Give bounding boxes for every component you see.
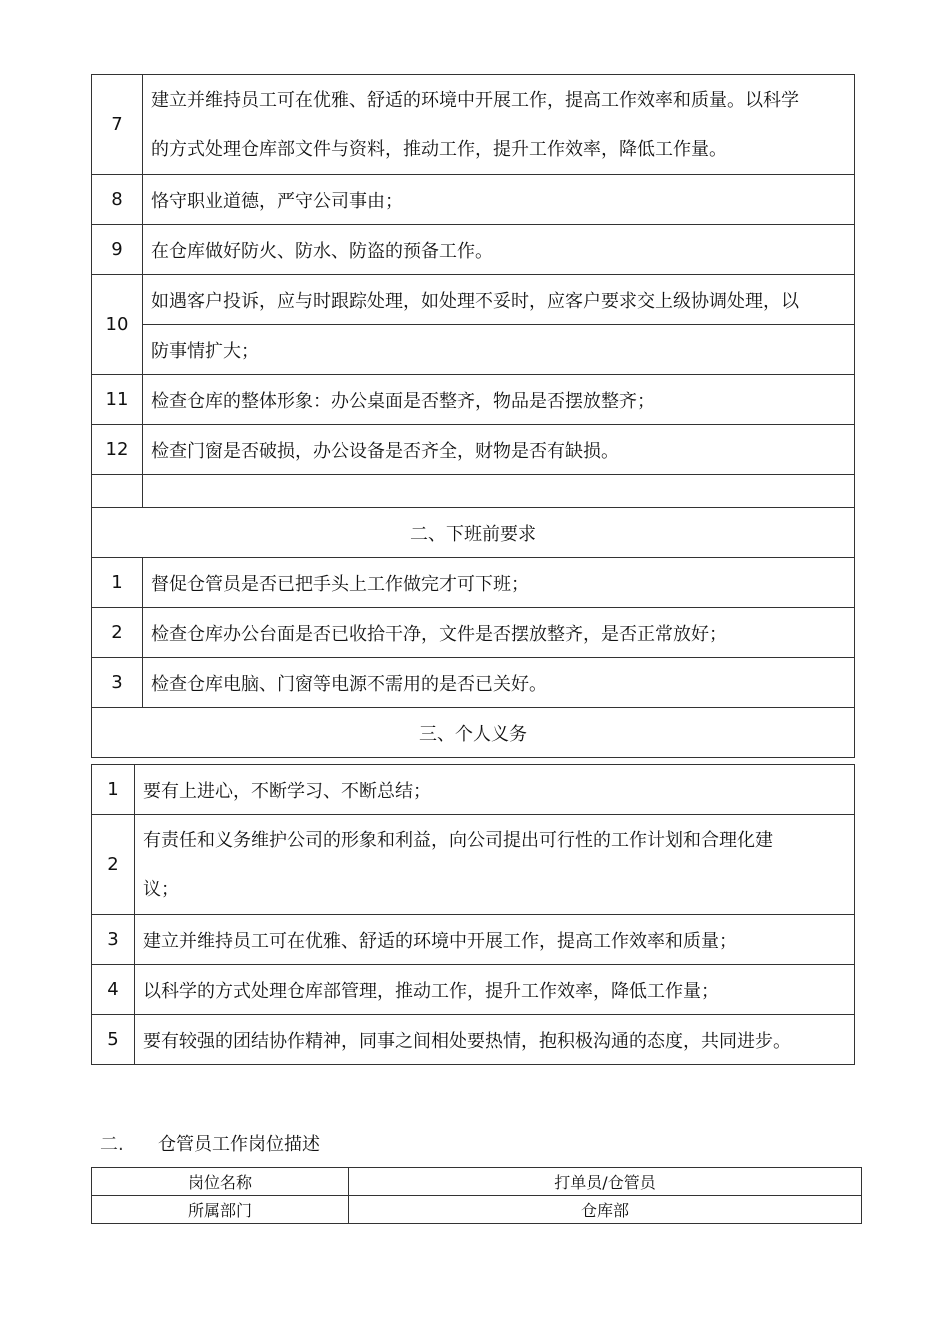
row-text: 建立并维持员工可在优雅、舒适的环境中开展工作，提高工作效率和质量；: [135, 915, 855, 965]
row-number: 10: [92, 275, 143, 375]
table-row: [92, 608, 855, 658]
row-number: 12: [92, 425, 143, 475]
row-number: 7: [92, 75, 143, 175]
table-row: [92, 75, 855, 175]
row-text: 以科学的方式处理仓库部管理，推动工作，提升工作效率，降低工作量；: [135, 965, 855, 1015]
empty-row: [92, 475, 855, 508]
section-title: 三、个人义务: [92, 708, 855, 758]
row-number: 2: [92, 608, 143, 658]
table-row: [92, 815, 855, 915]
table-row: [92, 965, 855, 1015]
table-row: [92, 765, 855, 815]
row-text-line: 的方式处理仓库部文件与资料，推动工作，提升工作效率，降低工作量。: [151, 138, 727, 160]
row-text: 督促仓管员是否已把手头上工作做完才可下班；: [143, 558, 855, 608]
row-text: 要有较强的团结协作精神，同事之间相处要热情，抱积极沟通的态度，共同进步。: [135, 1015, 855, 1065]
job-description-table: [91, 1167, 862, 1224]
field-label: 所属部门: [92, 1196, 349, 1224]
heading-number: 二.: [100, 1134, 124, 1155]
row-number: 1: [92, 558, 143, 608]
row-number: 2: [92, 815, 135, 915]
row-number: 4: [92, 965, 135, 1015]
row-number: 3: [92, 658, 143, 708]
row-number: 5: [92, 1015, 135, 1065]
row-number: 9: [92, 225, 143, 275]
duties-table: [91, 74, 855, 758]
empty-cell: [92, 475, 143, 508]
personal-duties-table: [91, 764, 855, 1065]
row-text-line: 有责任和义务维护公司的形象和利益，向公司提出可行性的工作计划和合理化建: [143, 829, 773, 851]
table-row: [92, 1168, 862, 1196]
section-title: 二、下班前要求: [92, 508, 855, 558]
empty-cell: [143, 475, 855, 508]
row-text: 如遇客户投诉，应与时跟踪处理，如处理不妥时，应客户要求交上级协调处理，以: [143, 275, 855, 325]
table-row: [92, 915, 855, 965]
table-row: [92, 325, 855, 375]
field-value: 仓库部: [349, 1196, 862, 1224]
row-text: 检查仓库办公台面是否已收拾干净，文件是否摆放整齐，是否正常放好；: [143, 608, 855, 658]
row-text: 检查仓库电脑、门窗等电源不需用的是否已关好。: [143, 658, 855, 708]
table-row: [92, 1015, 855, 1065]
table-row: [92, 558, 855, 608]
table-row: [92, 225, 855, 275]
row-text: [143, 75, 855, 175]
row-number: 8: [92, 175, 143, 225]
row-text: 检查门窗是否破损，办公设备是否齐全，财物是否有缺损。: [143, 425, 855, 475]
table-row: [92, 1196, 862, 1224]
row-text: 恪守职业道德，严守公司事由；: [143, 175, 855, 225]
row-text-line: 建立并维持员工可在优雅、舒适的环境中开展工作，提高工作效率和质量。以科学: [151, 89, 799, 111]
table-row: [92, 375, 855, 425]
row-text: 要有上进心，不断学习、不断总结；: [135, 765, 855, 815]
field-label: 岗位名称: [92, 1168, 349, 1196]
section-header-row: [92, 708, 855, 758]
row-text: 检查仓库的整体形象：办公桌面是否整齐，物品是否摆放整齐；: [143, 375, 855, 425]
table-row: [92, 658, 855, 708]
row-text-line: 议；: [143, 878, 179, 900]
table-row: [92, 425, 855, 475]
table-row: [92, 175, 855, 225]
row-text: 防事情扩大；: [143, 325, 855, 375]
heading-title: 仓管员工作岗位描述: [158, 1134, 320, 1155]
row-number: 1: [92, 765, 135, 815]
table-row: [92, 275, 855, 325]
row-number: 3: [92, 915, 135, 965]
section-heading: [100, 1130, 320, 1156]
row-text: 在仓库做好防火、防水、防盗的预备工作。: [143, 225, 855, 275]
section-header-row: [92, 508, 855, 558]
row-number: 11: [92, 375, 143, 425]
field-value: 打单员/仓管员: [349, 1168, 862, 1196]
row-text: [135, 815, 855, 915]
